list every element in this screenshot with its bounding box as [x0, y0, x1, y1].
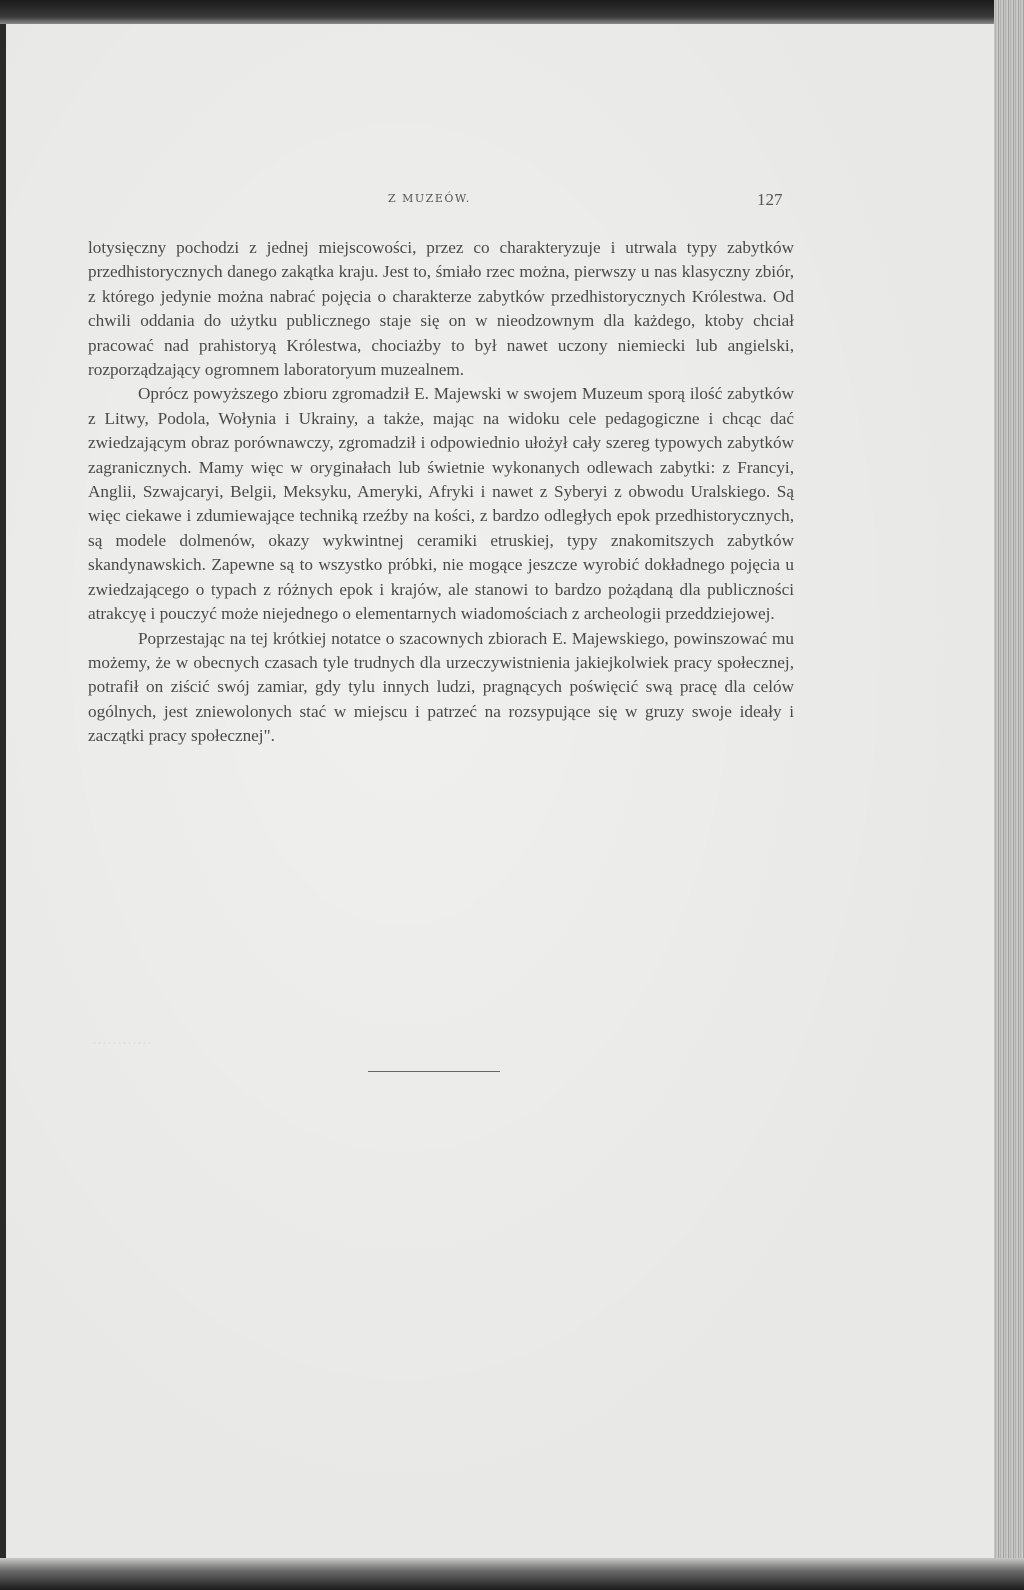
- paragraph-1: lotysięczny pochodzi z jednej miejscowości, przez co charakteryzuje i utrwala typy zabytków przedhistorycznych danego zakątka kraju. Jest to, śmiało rzec można, pierwszy u nas klasyczny zbiór, z którego jedynie można nabrać pojęcia o charakterze zabytków przedhistorycznych Królestwa. Od chwili oddania do użytku publicznego staje się on w nieodzownym dla każdego, ktoby chciał pracować nad prahistoryą Królestwa, chociażby to był nawet uczony niemiecki lub angielski, rozporządzający ogromnem laboratoryum muzealnem.: [88, 238, 794, 380]
- section-divider-rule: [368, 1071, 500, 1072]
- paragraph-2: Oprócz powyższego zbioru zgromadził E. Majewski w swojem Muzeum sporą ilość zabytków z Litwy, Podola, Wołynia i Ukrainy, a także, mając na widoku cele pedagogiczne i chcąc dać zwiedzającym obraz porównawczy, zgromadził i odpowiednio ułożył cały szereg typowych zabytków zagranicznych. Mamy więc w oryginałach lub świetnie wykonanych odlewach zabytki: z Francyi, Anglii, Szwajcaryi, Belgii, Meksyku, Ameryki, Afryki i nawet z Syberyi z obwodu Uralskiego. Są więc ciekawe i zdumiewające techniką rzeźby na kości, z bardzo odległych epok przedhistorycznych, są modele dolmenów, okazy wykwintnej ceramiki etruskiej, typy znakomitszych zabytków skandynawskich. Zapewne są to wszystko próbki, nie mogące jeszcze wyrobić dokładnego pojęcia u zwiedzającego o typach z różnych epok i krajów, ale stanowi to bardzo pożądaną dla publiczności atrakcyę i pouczyć może niejednego o elementarnych wiadomościach z archeologii przeddziejowej.: [88, 384, 794, 624]
- page-number: 127: [757, 190, 783, 209]
- paragraph-3: Poprzestając na tej krótkiej notatce o szacownych zbiorach E. Majewskiego, powinszować mu możemy, że w obecnych czasach tyle trudnych dla urzeczywistnienia jakiejkolwiek pracy społecznej, potrafił on ziścić swój zamiar, gdy tylu innych ludzi, pragnących poświęcić swą pracę dla celów ogólnych, jest zniewolonych stać w miejscu i patrzeć na rozsypujące się w gruzy swoje ideały i zaczątki pracy społecznej".: [88, 628, 794, 746]
- scan-top-edge: [0, 0, 1024, 24]
- bleed-through-text: ············: [92, 1036, 152, 1052]
- running-head: Z MUZEÓW.: [388, 192, 471, 205]
- scan-bottom-edge: [0, 1558, 1024, 1590]
- article-body: [88, 236, 794, 749]
- book-spine-edge: [994, 0, 1024, 1590]
